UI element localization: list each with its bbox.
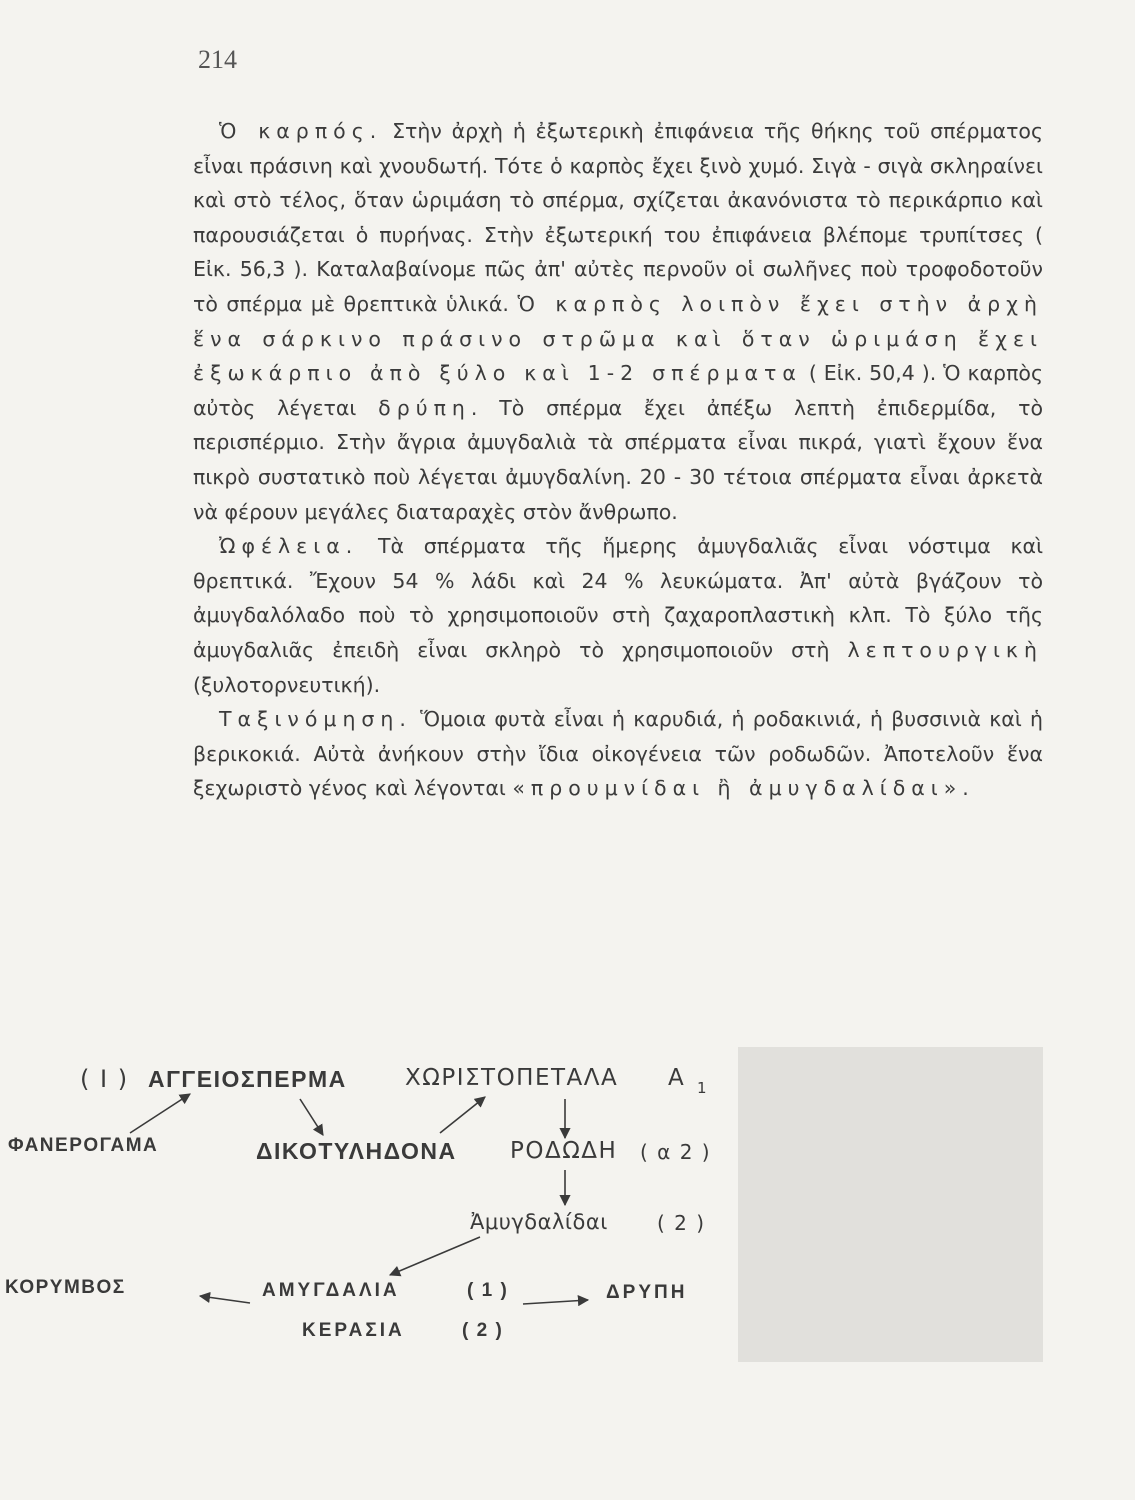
text-fruit-b: ( Εἰκ. 50,4 ). Ὁ καρπὸς αὐτὸς λέγεται xyxy=(193,361,1043,420)
label-aggeiosperma: ΑΓΓΕΙΟΣΠΕΡΜΑ xyxy=(148,1066,347,1092)
label-rodode: ΡΟΔΩΔΗ xyxy=(510,1138,618,1164)
arrow-amygdalia-drypi xyxy=(523,1300,588,1304)
label-amygdalidai-sub: ( 2 ) xyxy=(657,1211,706,1235)
heading-classification: Ταξινόμηση. xyxy=(219,707,412,732)
text-classification-spaced: «προυμνίδαι ἢ ἀμυγδαλίδαι». xyxy=(512,776,975,801)
heading-fruit: Ὁ καρπός. xyxy=(219,119,383,143)
text-benefit-end: (ξυλοτορνευτική). xyxy=(193,672,381,697)
text-benefit: Τὰ σπέρματα τῆς ἥμερης ἀμυγδαλιᾶς εἶναι νόστιμα καὶ θρεπτικά. Ἔχουν 54 % λάδι καὶ 24 % λευκώματα. Ἀπ' αὐτὰ βγάζουν τὸ ἀμυγδαλόλαδο ποὺ τὸ χρησιμοποιοῦν στὴ ζαχαροπλαστικὴ κλπ. Τὸ ξύλο τῆς ἀμυγδαλιᾶς ἐπειδὴ εἶναι σκληρὸ τὸ χρησιμοποιοῦν στὴ xyxy=(193,534,1043,662)
label-amygdalia-sub: ( 1 ) xyxy=(467,1280,509,1301)
label-a-sub: 1 xyxy=(697,1079,709,1097)
label-kerasia-sub: ( 2 ) xyxy=(462,1320,504,1341)
label-a: Α xyxy=(668,1065,686,1091)
diagram-marker-i: ( I ) xyxy=(80,1065,129,1093)
heading-benefit: Ὠφέλεια. xyxy=(219,534,359,559)
arrow-amygdalidai-amygdalia xyxy=(390,1237,480,1275)
label-korymbos: ΚΟΡΥΜΒΟΣ xyxy=(5,1277,126,1298)
text-fruit-a: Στὴν ἀρχὴ ἡ ἐξωτερικὴ ἐπιφάνεια τῆς θήκης τοῦ σπέρματος εἶναι πράσινη καὶ χνουδωτή. Τότε ὁ καρπὸς ἔχει ξινὸ χυμό. Σιγὰ - σιγὰ σκληραίνει καὶ στὸ τέλος, ὅταν ὡριμάση τὸ σπέρμα, σχίζεται ἀκανόνιστα τὸ περικάρπιο καὶ παρουσιάζεται ὁ πυρήνας. Στὴν ἐξωτερική του ἐπιφάνεια βλέπομε τρυπίτσες ( Εἰκ. 56,3 ). Καταλαβαίνομε πῶς ἀπ' αὐτὲς περνοῦν οἱ σωλῆνες ποὺ τροφοδοτοῦν τὸ σπέρμα μὲ θρεπτικὰ ὑλικά. xyxy=(193,119,1043,316)
label-rodode-sub: ( α 2 ) xyxy=(640,1140,712,1164)
text-benefit-spaced: λεπτουργικὴ xyxy=(847,637,1043,662)
arrow-amygdalia-korymbos xyxy=(200,1296,250,1303)
arrow-dikotyledona-choristopetala xyxy=(440,1097,485,1133)
label-amygdalia: ΑΜΥΓΔΑΛΙΑ xyxy=(262,1280,400,1301)
label-drypi: ΔΡΥΠΗ xyxy=(606,1282,688,1303)
arrow-aggeiosperma-dikotyledona xyxy=(300,1099,323,1135)
arrow-fanerogama-aggeiosperma xyxy=(130,1094,190,1133)
label-fanerogama: ΦΑΝΕΡΟΓΑΜΑ xyxy=(8,1135,159,1156)
text-fruit-spaced-b: δρύπη xyxy=(378,395,471,420)
text-fruit-c: . Τὸ σπέρμα ἔχει ἀπέξω λεπτὴ ἐπιδερμίδα, τὸ περισπέρμιο. Στὴν ἄγρια ἀμυγδαλιὰ τὰ σπέρματα εἶναι πικρά, γιατὶ ἔχουν ἕνα πικρὸ συστατικὸ ποὺ λέγεται ἀμυγδαλίνη. 20 - 30 τέτοια σπέρματα εἶναι ἀρκετὰ νὰ φέρουν μεγάλες διαταραχὲς στὸν ἄνθρωπο. xyxy=(193,395,1043,524)
label-kerasia: ΚΕΡΑΣΙΑ xyxy=(302,1320,405,1341)
page-number: 214 xyxy=(198,45,237,74)
text-fruit-spaced-a: Ὁ καρπὸς λοιπὸν ἔχει στὴν ἀρχὴ ἕνα σάρκινο πράσινο στρῶμα καὶ ὅταν ὡριμάση ἔχει ἐξωκάρπιο ἀπὸ ξύλο καὶ 1-2 σπέρματα xyxy=(193,291,1043,386)
label-choristopetala: ΧΩΡΙΣΤΟΠΕΤΑΛΑ xyxy=(405,1065,619,1091)
label-amygdalidai: Ἀμυγδαλίδαι xyxy=(470,1210,608,1234)
label-dikotyledona: ΔΙΚΟΤΥΛΗΔΟΝΑ xyxy=(256,1138,457,1164)
text-classification: Ὅμοια φυτὰ εἶναι ἡ καρυδιά, ἡ ροδακινιά, ἡ βυσσινιὰ καὶ ἡ βερικοκιά. Αὐτὰ ἀνήκουν στὴν ἴδια οἰκογένεια τῶν ροδωδῶν. Ἀποτελοῦν ἕνα ξεχωριστὸ γένος καὶ λέγονται xyxy=(193,707,1043,801)
